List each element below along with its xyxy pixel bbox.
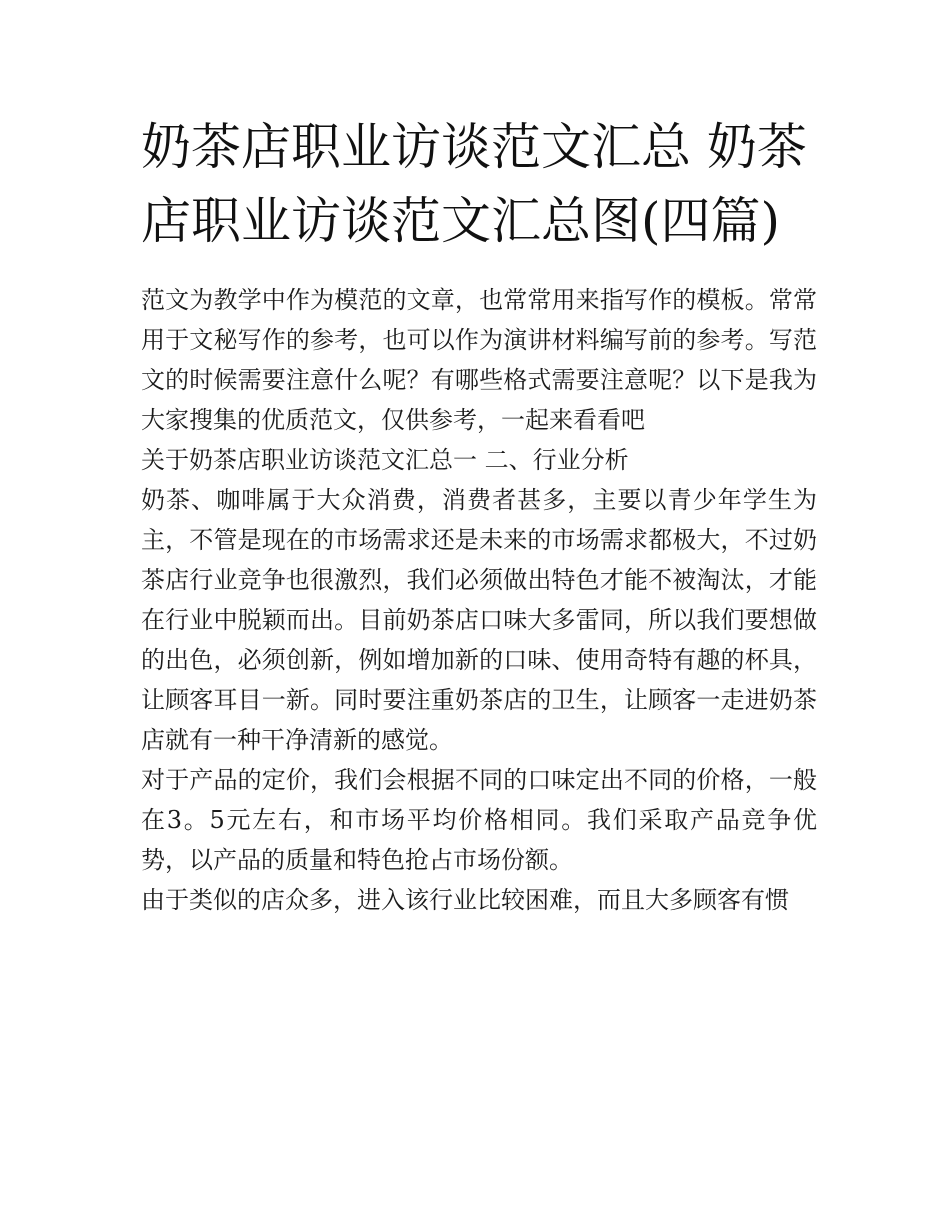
pricing-paragraph: 对于产品的定价，我们会根据不同的口味定出不同的价格，一般在3。5元左右，和市场平均价格相同。我们采取产品竞争优势，以产品的质量和特色抢占市场份额。: [141, 766, 817, 874]
document-body: [141, 280, 817, 920]
industry-analysis-paragraph: 奶茶、咖啡属于大众消费，消费者甚多，主要以青少年学生为主，不管是现在的市场需求还是未来的市场需求都极大，不过奶茶店行业竞争也很激烈，我们必须做出特色才能不被淘汰，才能在行业中脱颖而出。目前奶茶店口味大多雷同，所以我们要想做的出色，必须创新，例如增加新的口味、使用奇特有趣的杯具，让顾客耳目一新。同时要注重奶茶店的卫生，让顾客一走进奶茶店就有一种干净清新的感觉。: [141, 486, 817, 754]
document-title: 奶茶店职业访谈范文汇总 奶茶店职业访谈范文汇总图(四篇): [141, 118, 807, 250]
intro-paragraph: 范文为教学中作为模范的文章，也常常用来指写作的模板。常常用于文秘写作的参考，也可以作为演讲材料编写前的参考。写范文的时候需要注意什么呢？有哪些格式需要注意呢？以下是我为大家搜集的优质范文，仅供参考，一起来看看吧: [141, 286, 817, 434]
section-heading-paragraph: 关于奶茶店职业访谈范文汇总一 二、行业分析: [141, 446, 629, 474]
market-entry-paragraph: 由于类似的店众多，进入该行业比较困难，而且大多顾客有惯: [141, 886, 789, 914]
